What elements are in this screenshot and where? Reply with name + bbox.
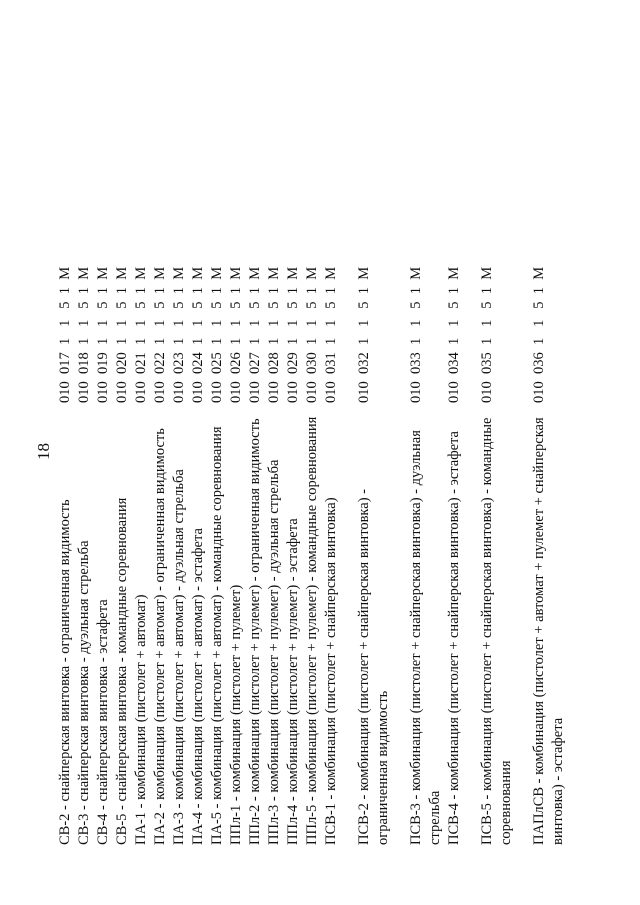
- list-item: [303, 45, 322, 845]
- list-item: [151, 45, 170, 845]
- entry-code: 010 029 1 1 5 1 М: [285, 266, 301, 403]
- entries-list: [56, 45, 568, 845]
- list-item: [94, 45, 113, 845]
- list-item: [208, 45, 227, 845]
- entry-code: 010 034 1 1 5 1 М: [446, 266, 462, 403]
- list-item: [113, 45, 132, 845]
- list-item: [355, 45, 393, 845]
- page-number: 18: [34, 443, 53, 460]
- list-item: [75, 45, 94, 845]
- entry-description: ПСВ-4 - комбинация (пистолет + снайперская винтовка) - эстафета: [446, 431, 462, 845]
- list-item: [445, 45, 464, 845]
- entry-code: 010 031 1 1 5 1 М: [323, 266, 339, 403]
- entry-code: 010 025 1 1 5 1 М: [209, 266, 225, 403]
- entry-description: ПСВ-5 - комбинация (пистолет + снайперская винтовка) - командные соревнования: [479, 417, 514, 845]
- list-item: [246, 45, 265, 845]
- entry-description: ППл-3 - комбинация (пистолет + пулемет) - дуэльная стрельба: [266, 459, 282, 845]
- entry-code: 010 028 1 1 5 1 М: [266, 266, 282, 403]
- entry-description: ПА-1 - комбинация (пистолет + автомат): [133, 594, 149, 845]
- list-item: [530, 45, 568, 845]
- entry-description: ППл-1 - комбинация (пистолет + пулемет): [228, 584, 244, 845]
- list-item: [227, 45, 246, 845]
- list-item: [284, 45, 303, 845]
- entry-code: 010 024 1 1 5 1 М: [190, 266, 206, 403]
- list-item: [322, 45, 341, 845]
- entry-description: ПСВ-3 - комбинация (пистолет + снайперская винтовка) - дуэльная стрельба: [408, 430, 443, 845]
- list-item: [56, 45, 75, 845]
- entry-code: 010 019 1 1 5 1 М: [95, 266, 111, 403]
- list-item: [189, 45, 208, 845]
- entry-description: ПА-3 - комбинация (пистолет + автомат) - дуэльная стрельба: [171, 469, 187, 845]
- entry-code: 010 023 1 1 5 1 М: [171, 266, 187, 403]
- entry-code: 010 035 1 1 5 1 М: [479, 266, 495, 403]
- list-item: [132, 45, 151, 845]
- entry-code: 010 017 1 1 5 1 М: [57, 266, 73, 403]
- entry-code: 010 027 1 1 5 1 М: [247, 266, 263, 403]
- entry-code: 010 036 1 1 5 1 М: [531, 266, 547, 403]
- entry-code: 010 018 1 1 5 1 М: [76, 266, 92, 403]
- entry-description: ПСВ-1 - комбинация (пистолет + снайперская винтовка): [323, 497, 339, 845]
- entry-code: 010 020 1 1 5 1 М: [114, 266, 130, 403]
- list-item: [170, 45, 189, 845]
- entry-code: 010 033 1 1 5 1 М: [408, 266, 424, 403]
- list-item: [265, 45, 284, 845]
- entry-description: СВ-5 - снайперская винтовка - командные соревнования: [114, 497, 130, 845]
- entry-description: ППл-2 - комбинация (пистолет + пулемет) - ограниченная видимость: [247, 418, 263, 845]
- entry-description: ПА-4 - комбинация (пистолет + автомат) - эстафета: [190, 528, 206, 845]
- entry-code: 010 022 1 1 5 1 М: [152, 266, 168, 403]
- entry-code: 010 030 1 1 5 1 М: [304, 266, 320, 403]
- entry-description: ПА-5 - комбинация (пистолет + автомат) - командные соревнования: [209, 426, 225, 845]
- entry-description: ППл-5 - комбинация (пистолет + пулемет) - командные соревнования: [304, 416, 320, 845]
- list-item: [407, 45, 445, 845]
- entry-code: 010 032 1 1 5 1 М: [356, 266, 372, 403]
- entry-code: 010 021 1 1 5 1 М: [133, 266, 149, 403]
- entry-description: ППл-4 - комбинация (пистолет + пулемет) - эстафета: [285, 518, 301, 845]
- entry-code: 010 026 1 1 5 1 М: [228, 266, 244, 403]
- entry-description: СВ-2 - снайперская винтовка - ограниченная видимость: [57, 499, 73, 845]
- entry-description: ПА-2 - комбинация (пистолет + автомат) - ограниченная видимость: [152, 428, 168, 845]
- entry-description: СВ-3 - снайперская винтовка - дуэльная стрельба: [76, 540, 92, 845]
- entry-description: ПАПлСВ - комбинация (пистолет + автомат + пулемет + снайперская винтовка) - эстафета: [531, 417, 566, 845]
- entry-description: СВ-4 - снайперская винтовка - эстафета: [95, 599, 111, 845]
- entry-description: ПСВ-2 - комбинация (пистолет + снайперская винтовка) - ограниченная видимость: [356, 489, 391, 845]
- list-item: [478, 45, 516, 845]
